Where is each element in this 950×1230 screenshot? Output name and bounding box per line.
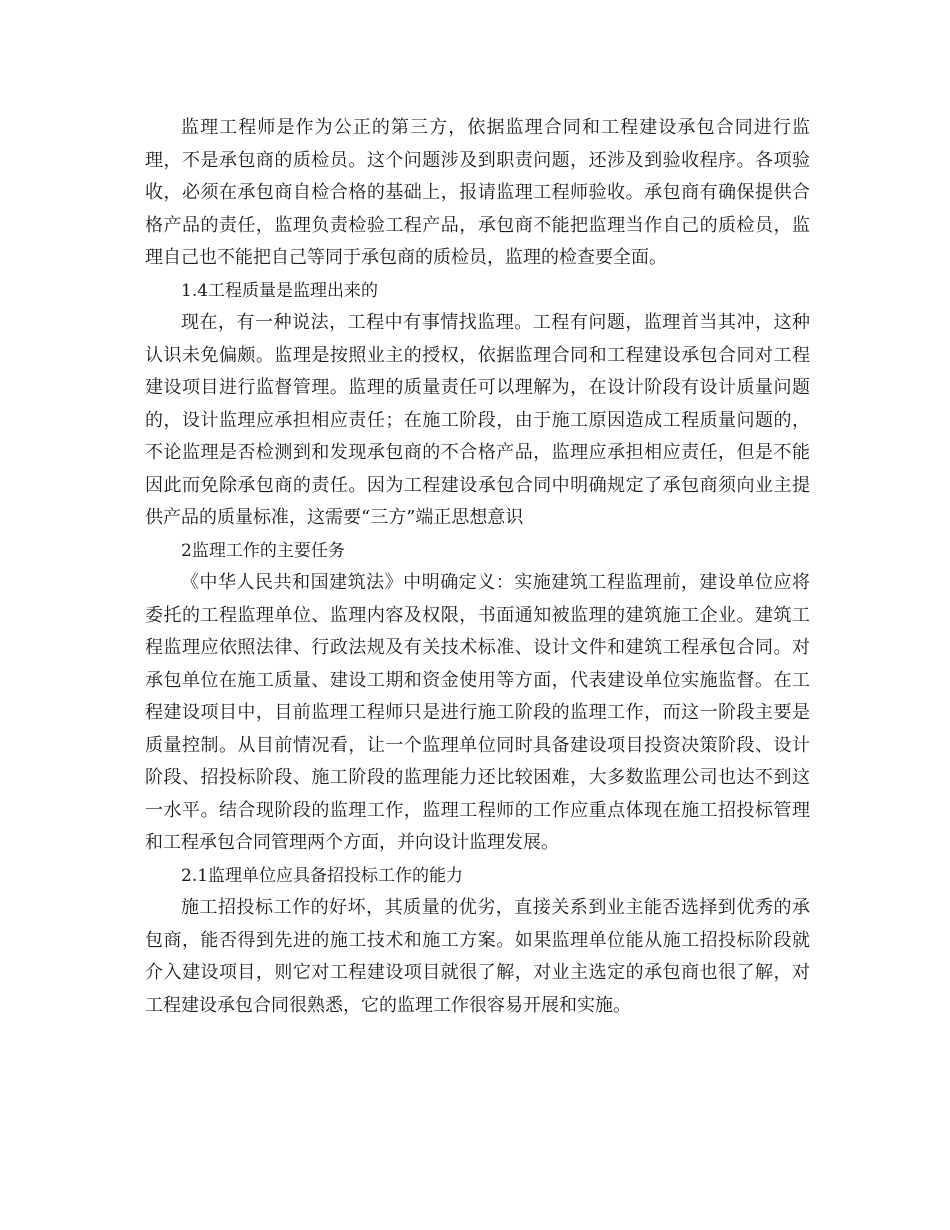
section-heading-1-4: 1.4工程质量是监理出来的 — [181, 280, 379, 301]
paragraph-supervisor-role: 监理工程师是作为公正的第三方，依据监理合同和工程建设承包合同进行监理，不是承包商的质检员。这个问题涉及到职责问题，还涉及到验收程序。各项验收，必须在承包商自检合格的基础上，报请监理工程师验收。承包商有确保提供合格产品的责任，监理负责检验工程产品，承包商不能把监理当作自己的质检员，监理自己也不能把自己等同于承包商的质检员，监理的检查要全面。 — [145, 117, 810, 268]
document-body — [145, 112, 810, 1022]
section-heading-2-1: 2.1监理单位应具备招投标工作的能力 — [181, 865, 464, 886]
section-heading-2: 2监理工作的主要任务 — [181, 540, 345, 561]
paragraph-main-tasks: 《中华人民共和国建筑法》中明确定义：实施建筑工程监理前，建设单位应将委托的工程监理单位、监理内容及权限，书面通知被监理的建筑施工企业。建筑工程监理应依照法律、行政法规及有关技术标准、设计文件和建筑工程承包合同。对承包单位在施工质量、建设工期和资金使用等方面，代表建设单位实施监督。在工程建设项目中，目前监理工程师只是进行施工阶段的监理工作，而这一阶段主要是质量控制。从目前情况看，让一个监理单位同时具备建设项目投资决策阶段、设计阶段、招投标阶段、施工阶段的监理能力还比较困难，大多数监理公司也达不到这一水平。结合现阶段的监理工作，监理工程师的工作应重点体现在施工招投标管理和工程承包合同管理两个方面，并向设计监理发展。 — [145, 572, 810, 853]
paragraph-bidding: 施工招投标工作的好坏，其质量的优劣，直接关系到业主能否选择到优秀的承包商，能否得到先进的施工技术和施工方案。如果监理单位能从施工招投标阶段就介入建设项目，则它对工程建设项目就很了解，对业主选定的承包商也很了解，对工程建设承包合同很熟悉，它的监理工作很容易开展和实施。 — [145, 897, 810, 1016]
paragraph-quality-responsibility: 现在，有一种说法，工程中有事情找监理。工程有问题，监理首当其冲，这种认识未免偏颇。监理是按照业主的授权，依据监理合同和工程建设承包合同对工程建设项目进行监督管理。监理的质量责任可以理解为，在设计阶段有设计质量问题的，设计监理应承担相应责任；在施工阶段，由于施工原因造成工程质量问题的，不论监理是否检测到和发现承包商的不合格产品，监理应承担相应责任，但是不能因此而免除承包商的责任。因为工程建设承包合同中明确规定了承包商须向业主提供产品的质量标准，这需要“三方”端正思想意识 — [145, 312, 810, 528]
